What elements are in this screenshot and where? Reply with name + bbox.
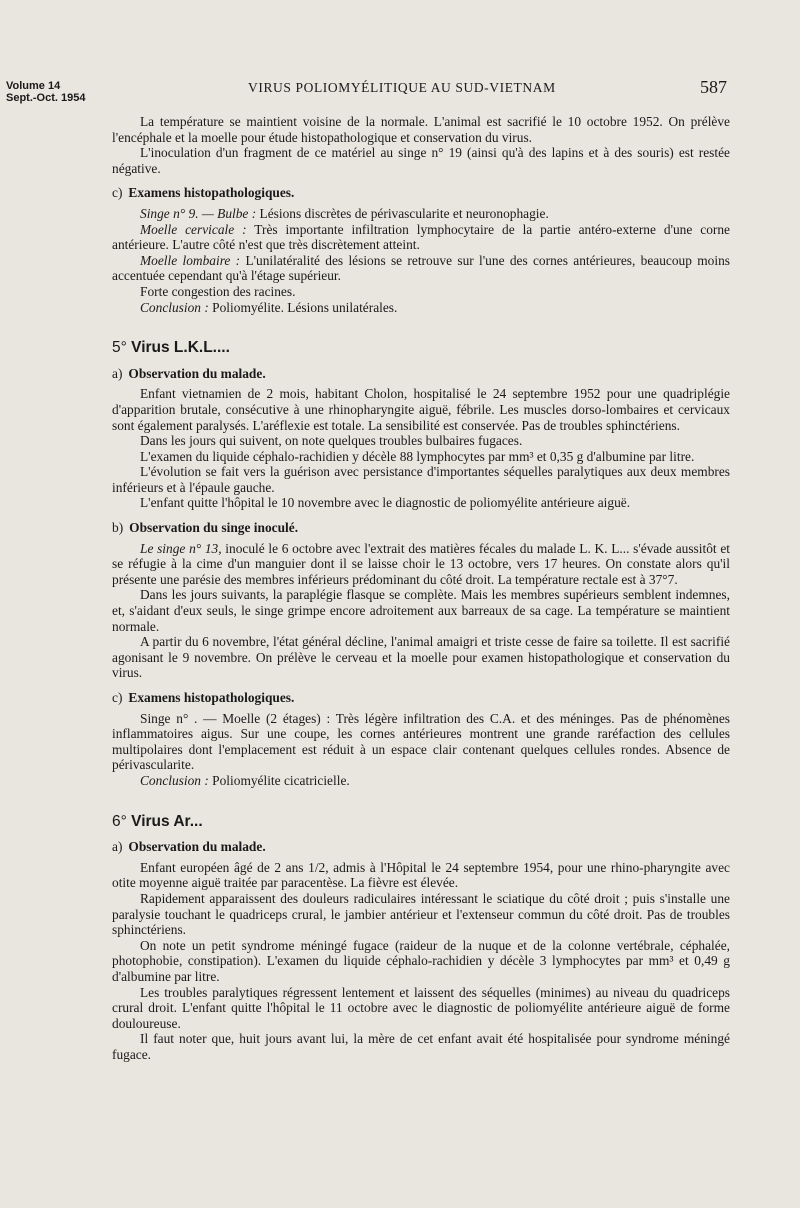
subsection-heading xyxy=(112,520,730,536)
subsection-title: Examens histopathologiques. xyxy=(128,185,295,201)
paragraph xyxy=(112,206,730,222)
subsection-label: c) xyxy=(112,690,123,705)
subsection-label: a) xyxy=(112,839,123,855)
italic-lead: Moelle lombaire : xyxy=(140,252,241,268)
italic-lead: Moelle cervicale : xyxy=(140,221,247,237)
paragraph xyxy=(112,253,730,284)
subsection-heading xyxy=(112,185,730,201)
paragraph: L'examen du liquide céphalo-rachidien y décèle 88 lymphocytes par mm³ et 0,35 g d'albumine par litre. xyxy=(140,448,695,464)
issue-label: Sept.-Oct. 1954 xyxy=(6,92,86,104)
subsection-label: b) xyxy=(112,520,124,536)
section-title: Virus Ar... xyxy=(131,812,203,830)
paragraph: Rapidement apparaissent des douleurs radiculaires intéressant le sciatique du côté droit ; puis s'installe une paralysie touchant le quadriceps crural, le jambier antérieur et l'extenseur commun du côté droit. Pas de troubles sphinctériens. xyxy=(112,890,730,938)
italic-lead: Conclusion : xyxy=(140,299,209,315)
paragraph: Les troubles paralytiques régressent lentement et laissent des séquelles (minimes) au niveau du quadriceps crural droit. L'enfant quitte l'hôpital le 11 octobre avec le diagnostic de poliomyélite antérieure aiguë de forme douloureuse. xyxy=(112,984,730,1031)
subsection-heading xyxy=(112,690,730,706)
paragraph xyxy=(112,300,730,316)
subsection-title: Observation du singe inoculé. xyxy=(129,520,299,536)
subsection-heading xyxy=(112,839,730,855)
volume-label: Volume 14 xyxy=(6,80,61,92)
paragraph: L'enfant quitte l'hôpital le 10 novembre avec le diagnostic de poliomyélite antérieure aiguë. xyxy=(140,495,631,511)
paragraph: Dans les jours qui suivent, on note quelques troubles bulbaires fugaces. xyxy=(140,433,523,449)
section-heading xyxy=(112,340,730,356)
paragraph: Enfant vietnamien de 2 mois, habitant Cholon, hospitalisé le 24 septembre 1952 pour une quadriplégie d'apparition brutale, consécutive à une rhinopharyngite aiguë, fébrile. Les muscles dorso-lombaires et cervicaux sont également paralysés. L'aréflexie est totale. La sensibilité est conservée. Pas de troubles sphinctériens. xyxy=(112,386,730,433)
paragraph-text: Poliomyélite cicatricielle. xyxy=(208,772,350,788)
subsection-heading xyxy=(112,366,730,382)
paragraph: On note un petit syndrome méningé fugace (raideur de la nuque et de la colonne vertébrale, céphalée, photophobie, constipation). L'examen du liquide céphalo-rachidien y décèle 3 lymphocytes par mm³ et 0,49 g d'albumine par litre. xyxy=(112,937,730,984)
paragraph-text: Lésions discrètes de périvascularite et neuronophagie. xyxy=(256,205,549,221)
article-body xyxy=(112,114,730,1062)
subsection-title: Observation du malade. xyxy=(128,839,266,855)
subsection-label: a) xyxy=(112,365,123,381)
paragraph: La température se maintient voisine de la normale. L'animal est sacrifié le 10 octobre 1952. On prélève l'encéphale et la moelle pour étude histopathologique et conservation du virus. xyxy=(112,114,730,145)
paragraph xyxy=(112,541,730,588)
paragraph-text: Poliomyélite. Lésions unilatérales. xyxy=(208,299,398,315)
italic-lead: Conclusion : xyxy=(140,772,209,788)
paragraph: Enfant européen âgé de 2 ans 1/2, admis à l'Hôpital le 24 septembre 1954, pour une rhino-pharyngite avec otite moyenne aiguë traitée par paracentèse. La fièvre est élevée. xyxy=(112,859,730,891)
paragraph-text: inoculé le 6 octobre avec l'extrait des matières fécales du malade L. K. L... s'évade aussitôt et se réfugie à la cime d'un manguier dont il se laisse choir le 13 octobre, vers 17 heures. On constate alors qu'il présente une parésie des membres inférieurs prédominant du côté droit. La température rectale est à 37°7. xyxy=(112,540,730,587)
section-number: 6° xyxy=(112,812,127,830)
paragraph xyxy=(112,222,730,253)
subsection-title: Examens histopathologiques. xyxy=(128,690,295,705)
running-title: VIRUS POLIOMYÉLITIQUE AU SUD-VIETNAM xyxy=(248,80,556,95)
paragraph: L'inoculation d'un fragment de ce matériel au singe n° 19 (ainsi qu'à des lapins et à des souris) est restée négative. xyxy=(112,145,730,176)
italic-lead: Le singe n° 13, xyxy=(140,540,222,556)
journal-volume xyxy=(6,80,85,104)
subsection-label: c) xyxy=(112,185,123,201)
paragraph-text: L'unilatéralité des lésions se retrouve sur l'une des cornes antérieures, beaucoup moins accentuée cependant qu'à l'étage supérieur. xyxy=(112,252,731,284)
page-number: 587 xyxy=(700,77,727,97)
paragraph: L'évolution se fait vers la guérison avec persistance d'importantes séquelles paralytiques aux deux membres inférieurs et à l'épaule gauche. xyxy=(112,464,730,495)
italic-lead: Singe n° 9. — Bulbe : xyxy=(140,205,257,221)
section-heading xyxy=(112,814,730,830)
paragraph: Singe n° . — Moelle (2 étages) : Très légère infiltration des C.A. et des méninges. Pas de phénomènes inflammatoires aigus. Sur une coupe, les cornes antérieures montrent une grande raréfaction des cellules multipolaires dont l'emplacement est réduit à un espace clair contenant quelques cellules rondes. Absence de périvascularite. xyxy=(112,710,730,773)
paragraph: A partir du 6 novembre, l'état général décline, l'animal amaigri et triste cesse de faire sa toilette. Il est sacrifié agonisant le 9 novembre. On prélève le cerveau et la moelle pour examen histopathologique et conservation du virus. xyxy=(112,634,730,681)
section-title: Virus L.K.L.... xyxy=(131,339,230,357)
section-number: 5° xyxy=(112,339,127,357)
paragraph: Il faut noter que, huit jours avant lui, la mère de cet enfant avait été hospitalisée pour syndrome méningé fugace. xyxy=(112,1031,730,1062)
paragraph: Forte congestion des racines. xyxy=(140,283,296,299)
paragraph: Dans les jours suivants, la paraplégie flasque se complète. Mais les membres supérieurs semblent indemnes, et, s'aidant d'eux seuls, le singe grimpe encore adroitement aux barreaux de sa cage. La température se maintient normale. xyxy=(112,587,730,634)
subsection-title: Observation du malade. xyxy=(128,365,266,381)
paragraph xyxy=(112,773,730,789)
paragraph-text: Très importante infiltration lymphocytaire de la partie antéro-externe d'une corne antérieure. L'autre côté n'est que très discrètement atteint. xyxy=(112,221,730,253)
